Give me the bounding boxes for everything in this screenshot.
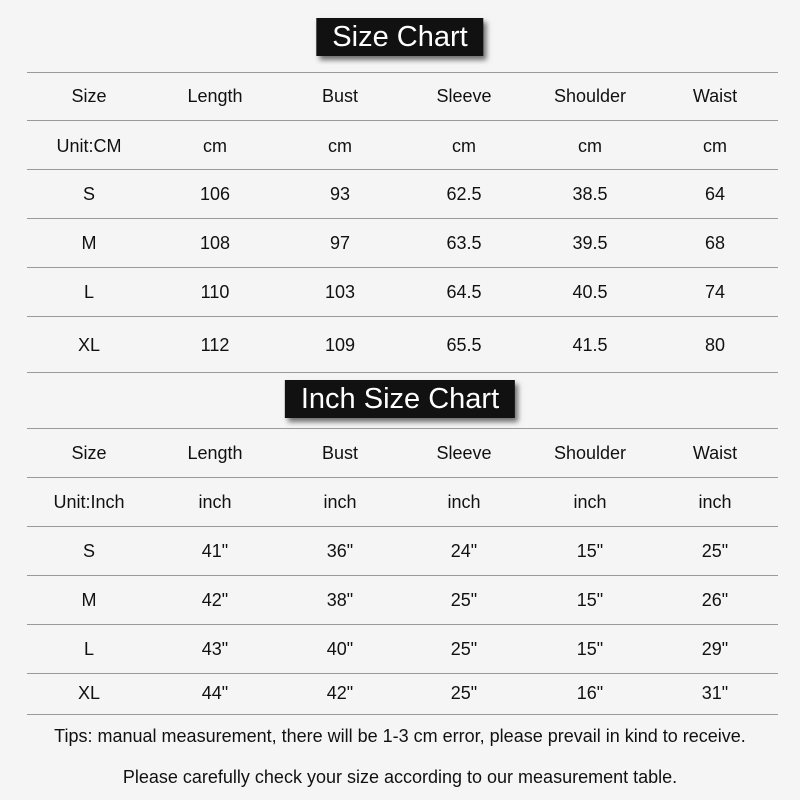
table-cell: 16"	[576, 683, 604, 703]
table-cell: M	[81, 590, 97, 610]
header-cell: Length	[187, 443, 243, 463]
table-cell: 41"	[201, 541, 229, 561]
table-cell: S	[82, 541, 95, 561]
header-cell: Size	[71, 443, 107, 463]
header-cell: Bust	[321, 443, 359, 463]
table-cell: XL	[77, 683, 101, 703]
header-cell: Sleeve	[436, 86, 492, 106]
tips-text: Tips: manual measurement, there will be 1-3 cm error, please prevail in kind to receive.	[54, 726, 746, 746]
table-cell: 62.5	[446, 184, 482, 204]
table-cell: 44"	[201, 683, 229, 703]
table-cell: 109	[324, 335, 356, 355]
table-cell: 110	[200, 282, 230, 302]
measurement-note: Please carefully check your size according to our measurement table.	[122, 767, 678, 787]
unit-cell: cm	[328, 136, 352, 156]
header-cell: Sleeve	[436, 443, 492, 463]
header-cell: Waist	[692, 443, 738, 463]
unit-cell: cm	[203, 136, 227, 156]
unit-cell: cm	[703, 136, 727, 156]
table-cell: 38.5	[572, 184, 608, 204]
table-divider	[27, 218, 778, 219]
unit-cell: inch	[198, 492, 232, 512]
table-divider	[27, 372, 778, 373]
table-cell: 108	[199, 233, 231, 253]
table-cell: 15"	[576, 590, 604, 610]
size-chart-title: Size Chart	[316, 18, 483, 56]
table-cell: 103	[324, 282, 356, 302]
table-cell: L	[83, 282, 94, 302]
header-cell: Waist	[692, 86, 738, 106]
table-cell: 112	[200, 335, 230, 355]
table-cell: 64.5	[446, 282, 482, 302]
table-cell: 42"	[326, 683, 354, 703]
table-cell: 15"	[576, 541, 604, 561]
table-cell: 25"	[450, 639, 478, 659]
table-cell: 74	[704, 282, 726, 302]
unit-cell: cm	[452, 136, 476, 156]
table-cell: 38"	[326, 590, 354, 610]
table-cell: L	[83, 639, 94, 659]
table-cell: 15"	[576, 639, 604, 659]
table-cell: 106	[199, 184, 231, 204]
table-cell: 97	[329, 233, 351, 253]
unit-cell: Unit:CM	[56, 136, 122, 156]
header-cell: Bust	[321, 86, 359, 106]
table-cell: 42"	[201, 590, 229, 610]
unit-cell: inch	[447, 492, 481, 512]
table-cell: S	[82, 184, 95, 204]
table-cell: 25"	[450, 683, 478, 703]
unit-cell: inch	[323, 492, 357, 512]
unit-cell: inch	[573, 492, 607, 512]
table-divider	[27, 428, 778, 429]
table-cell: 40"	[326, 639, 354, 659]
table-cell: 68	[704, 233, 726, 253]
table-cell: 63.5	[446, 233, 482, 253]
table-cell: 41.5	[572, 335, 608, 355]
table-cell: 93	[329, 184, 351, 204]
table-cell: 29"	[701, 639, 729, 659]
table-divider	[27, 624, 778, 625]
table-divider	[27, 72, 778, 73]
table-divider	[27, 316, 778, 317]
table-divider	[27, 267, 778, 268]
header-cell: Shoulder	[553, 86, 627, 106]
table-divider	[27, 714, 778, 715]
header-cell: Size	[71, 86, 107, 106]
table-cell: 40.5	[572, 282, 608, 302]
table-cell: 80	[704, 335, 726, 355]
header-cell: Shoulder	[553, 443, 627, 463]
table-cell: 65.5	[446, 335, 482, 355]
table-divider	[27, 477, 778, 478]
table-cell: 43"	[201, 639, 229, 659]
table-cell: 31"	[701, 683, 729, 703]
unit-cell: cm	[578, 136, 602, 156]
table-cell: 25"	[701, 541, 729, 561]
table-divider	[27, 673, 778, 674]
table-cell: 39.5	[572, 233, 608, 253]
table-divider	[27, 575, 778, 576]
table-cell: 26"	[701, 590, 729, 610]
table-divider	[27, 120, 778, 121]
unit-cell: Unit:Inch	[53, 492, 125, 512]
table-cell: XL	[77, 335, 101, 355]
table-divider	[27, 526, 778, 527]
unit-cell: inch	[698, 492, 732, 512]
table-divider	[27, 169, 778, 170]
table-cell: 64	[704, 184, 726, 204]
table-cell: 25"	[450, 590, 478, 610]
table-cell: M	[81, 233, 97, 253]
inch-size-chart-title: Inch Size Chart	[285, 380, 515, 418]
table-cell: 36"	[326, 541, 354, 561]
table-cell: 24"	[450, 541, 478, 561]
header-cell: Length	[187, 86, 243, 106]
